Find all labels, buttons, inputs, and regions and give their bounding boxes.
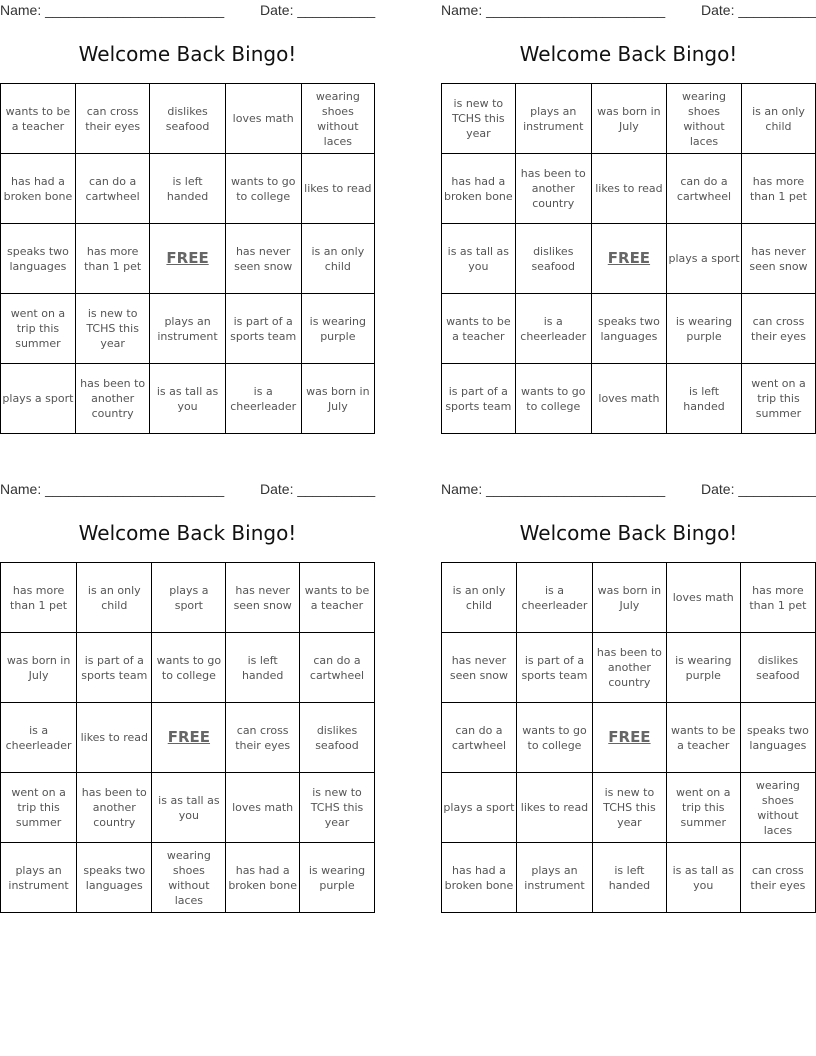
bingo-cell: wants to be a teacher — [666, 703, 740, 773]
bingo-cell: can do a cartwheel — [667, 154, 742, 224]
bingo-row — [1, 703, 375, 773]
bingo-cell: can cross their eyes — [226, 703, 300, 773]
bingo-cell: wants to go to college — [516, 703, 592, 773]
date-field: Date: __________ — [701, 481, 816, 497]
bingo-row — [1, 364, 375, 434]
bingo-cell: has never seen snow — [442, 633, 517, 703]
date-field: Date: __________ — [701, 2, 816, 18]
bingo-cell: likes to read — [301, 154, 374, 224]
bingo-cell: is as tall as you — [152, 773, 226, 843]
bingo-cell: wearing shoes without laces — [740, 773, 815, 843]
bingo-row — [442, 154, 816, 224]
card-header — [441, 0, 816, 22]
free-space: FREE — [591, 224, 666, 294]
bingo-cell: was born in July — [1, 633, 77, 703]
bingo-cell: is new to TCHS this year — [593, 773, 667, 843]
card-header — [0, 479, 375, 501]
bingo-cell: has been to another country — [515, 154, 591, 224]
bingo-cell: is wearing purple — [299, 843, 374, 913]
bingo-cell: plays an instrument — [1, 843, 77, 913]
bingo-cell: is part of a sports team — [516, 633, 592, 703]
bingo-card-3 — [0, 479, 376, 907]
bingo-cell: is left handed — [593, 843, 667, 913]
bingo-cell: is a cheerleader — [515, 294, 591, 364]
bingo-cell: plays an instrument — [516, 843, 592, 913]
bingo-row — [1, 224, 375, 294]
bingo-cell: has had a broken bone — [226, 843, 300, 913]
bingo-cell: likes to read — [77, 703, 152, 773]
bingo-cell: is wearing purple — [667, 294, 742, 364]
card-title: Welcome Back Bingo! — [519, 521, 738, 545]
free-space: FREE — [150, 224, 225, 294]
bingo-cell: is part of a sports team — [225, 294, 301, 364]
bingo-cell: speaks two languages — [1, 224, 76, 294]
bingo-cell: has had a broken bone — [442, 843, 517, 913]
bingo-cell: is new to TCHS this year — [75, 294, 150, 364]
bingo-cell: speaks two languages — [591, 294, 666, 364]
bingo-cell: has more than 1 pet — [740, 563, 815, 633]
bingo-cell: wants to be a teacher — [299, 563, 374, 633]
bingo-cell: wearing shoes without laces — [667, 84, 742, 154]
bingo-cell: wants to be a teacher — [1, 84, 76, 154]
bingo-cell: is as tall as you — [666, 843, 740, 913]
bingo-cell: can do a cartwheel — [442, 703, 517, 773]
bingo-cell: has been to another country — [593, 633, 667, 703]
bingo-cell: went on a trip this summer — [1, 773, 77, 843]
card-header — [441, 479, 816, 501]
bingo-row — [442, 84, 816, 154]
bingo-cell: has more than 1 pet — [75, 224, 150, 294]
bingo-cell: went on a trip this summer — [741, 364, 815, 434]
name-field: Name: _______________________ — [441, 2, 666, 18]
bingo-cell: is an only child — [77, 563, 152, 633]
bingo-cell: is an only child — [442, 563, 517, 633]
bingo-cell: dislikes seafood — [150, 84, 225, 154]
bingo-cell: plays a sport — [442, 773, 517, 843]
bingo-cell: is wearing purple — [666, 633, 740, 703]
bingo-cell: wants to go to college — [225, 154, 301, 224]
bingo-cell: wants to go to college — [152, 633, 226, 703]
bingo-cell: has been to another country — [77, 773, 152, 843]
bingo-row — [1, 154, 375, 224]
bingo-cell: is left handed — [226, 633, 300, 703]
bingo-grid — [441, 83, 816, 434]
bingo-cell: is new to TCHS this year — [299, 773, 374, 843]
bingo-grid — [441, 562, 816, 913]
bingo-cell: plays an instrument — [515, 84, 591, 154]
bingo-cell: is left handed — [667, 364, 742, 434]
bingo-cell: is as tall as you — [442, 224, 516, 294]
bingo-cell: loves math — [591, 364, 666, 434]
bingo-cell: is new to TCHS this year — [442, 84, 516, 154]
bingo-cell: was born in July — [301, 364, 374, 434]
bingo-cell: was born in July — [591, 84, 666, 154]
date-field: Date: __________ — [260, 481, 376, 497]
bingo-row — [442, 224, 816, 294]
bingo-row — [442, 563, 816, 633]
bingo-cell: loves math — [225, 84, 301, 154]
bingo-row — [442, 773, 816, 843]
bingo-cell: can cross their eyes — [740, 843, 815, 913]
bingo-cell: has never seen snow — [741, 224, 815, 294]
bingo-row — [442, 633, 816, 703]
name-field: Name: _______________________ — [0, 481, 225, 497]
bingo-card-1 — [0, 0, 376, 420]
bingo-cell: is a cheerleader — [1, 703, 77, 773]
free-space: FREE — [152, 703, 226, 773]
bingo-row — [1, 773, 375, 843]
bingo-row — [442, 843, 816, 913]
name-field: Name: _______________________ — [0, 2, 225, 18]
bingo-cell: is as tall as you — [150, 364, 225, 434]
bingo-cell: is an only child — [741, 84, 815, 154]
bingo-cell: wants to be a teacher — [442, 294, 516, 364]
bingo-card-2 — [441, 0, 816, 420]
bingo-cell: has had a broken bone — [1, 154, 76, 224]
card-header — [0, 0, 375, 22]
bingo-row — [442, 364, 816, 434]
bingo-cell: is part of a sports team — [442, 364, 516, 434]
bingo-cell: is part of a sports team — [77, 633, 152, 703]
bingo-cell: has never seen snow — [225, 224, 301, 294]
bingo-row — [1, 843, 375, 913]
bingo-cell: went on a trip this summer — [666, 773, 740, 843]
bingo-cell: can do a cartwheel — [75, 154, 150, 224]
bingo-cell: speaks two languages — [740, 703, 815, 773]
date-field: Date: __________ — [260, 2, 376, 18]
card-title: Welcome Back Bingo! — [78, 42, 297, 66]
bingo-cell: wants to go to college — [515, 364, 591, 434]
bingo-cell: is a cheerleader — [516, 563, 592, 633]
name-field: Name: _______________________ — [441, 481, 666, 497]
bingo-row — [1, 633, 375, 703]
free-space: FREE — [593, 703, 667, 773]
bingo-cell: speaks two languages — [77, 843, 152, 913]
bingo-cell: is an only child — [301, 224, 374, 294]
bingo-cell: loves math — [666, 563, 740, 633]
bingo-cell: was born in July — [593, 563, 667, 633]
bingo-cell: has more than 1 pet — [1, 563, 77, 633]
bingo-cell: is a cheerleader — [225, 364, 301, 434]
bingo-row — [442, 294, 816, 364]
bingo-cell: plays a sport — [152, 563, 226, 633]
bingo-row — [442, 703, 816, 773]
bingo-cell: has had a broken bone — [442, 154, 516, 224]
bingo-cell: has been to another country — [75, 364, 150, 434]
bingo-cell: is wearing purple — [301, 294, 374, 364]
bingo-cell: can do a cartwheel — [299, 633, 374, 703]
bingo-cell: wearing shoes without laces — [301, 84, 374, 154]
bingo-cell: plays an instrument — [150, 294, 225, 364]
bingo-cell: is left handed — [150, 154, 225, 224]
card-title: Welcome Back Bingo! — [519, 42, 738, 66]
bingo-cell: dislikes seafood — [740, 633, 815, 703]
bingo-cell: can cross their eyes — [75, 84, 150, 154]
bingo-row — [1, 294, 375, 364]
bingo-cell: has never seen snow — [226, 563, 300, 633]
bingo-grid — [0, 562, 375, 913]
bingo-cell: plays a sport — [1, 364, 76, 434]
bingo-cell: dislikes seafood — [299, 703, 374, 773]
bingo-cell: loves math — [226, 773, 300, 843]
bingo-cell: dislikes seafood — [515, 224, 591, 294]
bingo-row — [1, 84, 375, 154]
bingo-cell: likes to read — [516, 773, 592, 843]
bingo-cell: likes to read — [591, 154, 666, 224]
bingo-row — [1, 563, 375, 633]
bingo-card-4 — [441, 479, 816, 892]
bingo-cell: went on a trip this summer — [1, 294, 76, 364]
card-title: Welcome Back Bingo! — [78, 521, 297, 545]
bingo-grid — [0, 83, 375, 434]
bingo-cell: wearing shoes without laces — [152, 843, 226, 913]
bingo-cell: has more than 1 pet — [741, 154, 815, 224]
bingo-cell: can cross their eyes — [741, 294, 815, 364]
bingo-cell: plays a sport — [667, 224, 742, 294]
